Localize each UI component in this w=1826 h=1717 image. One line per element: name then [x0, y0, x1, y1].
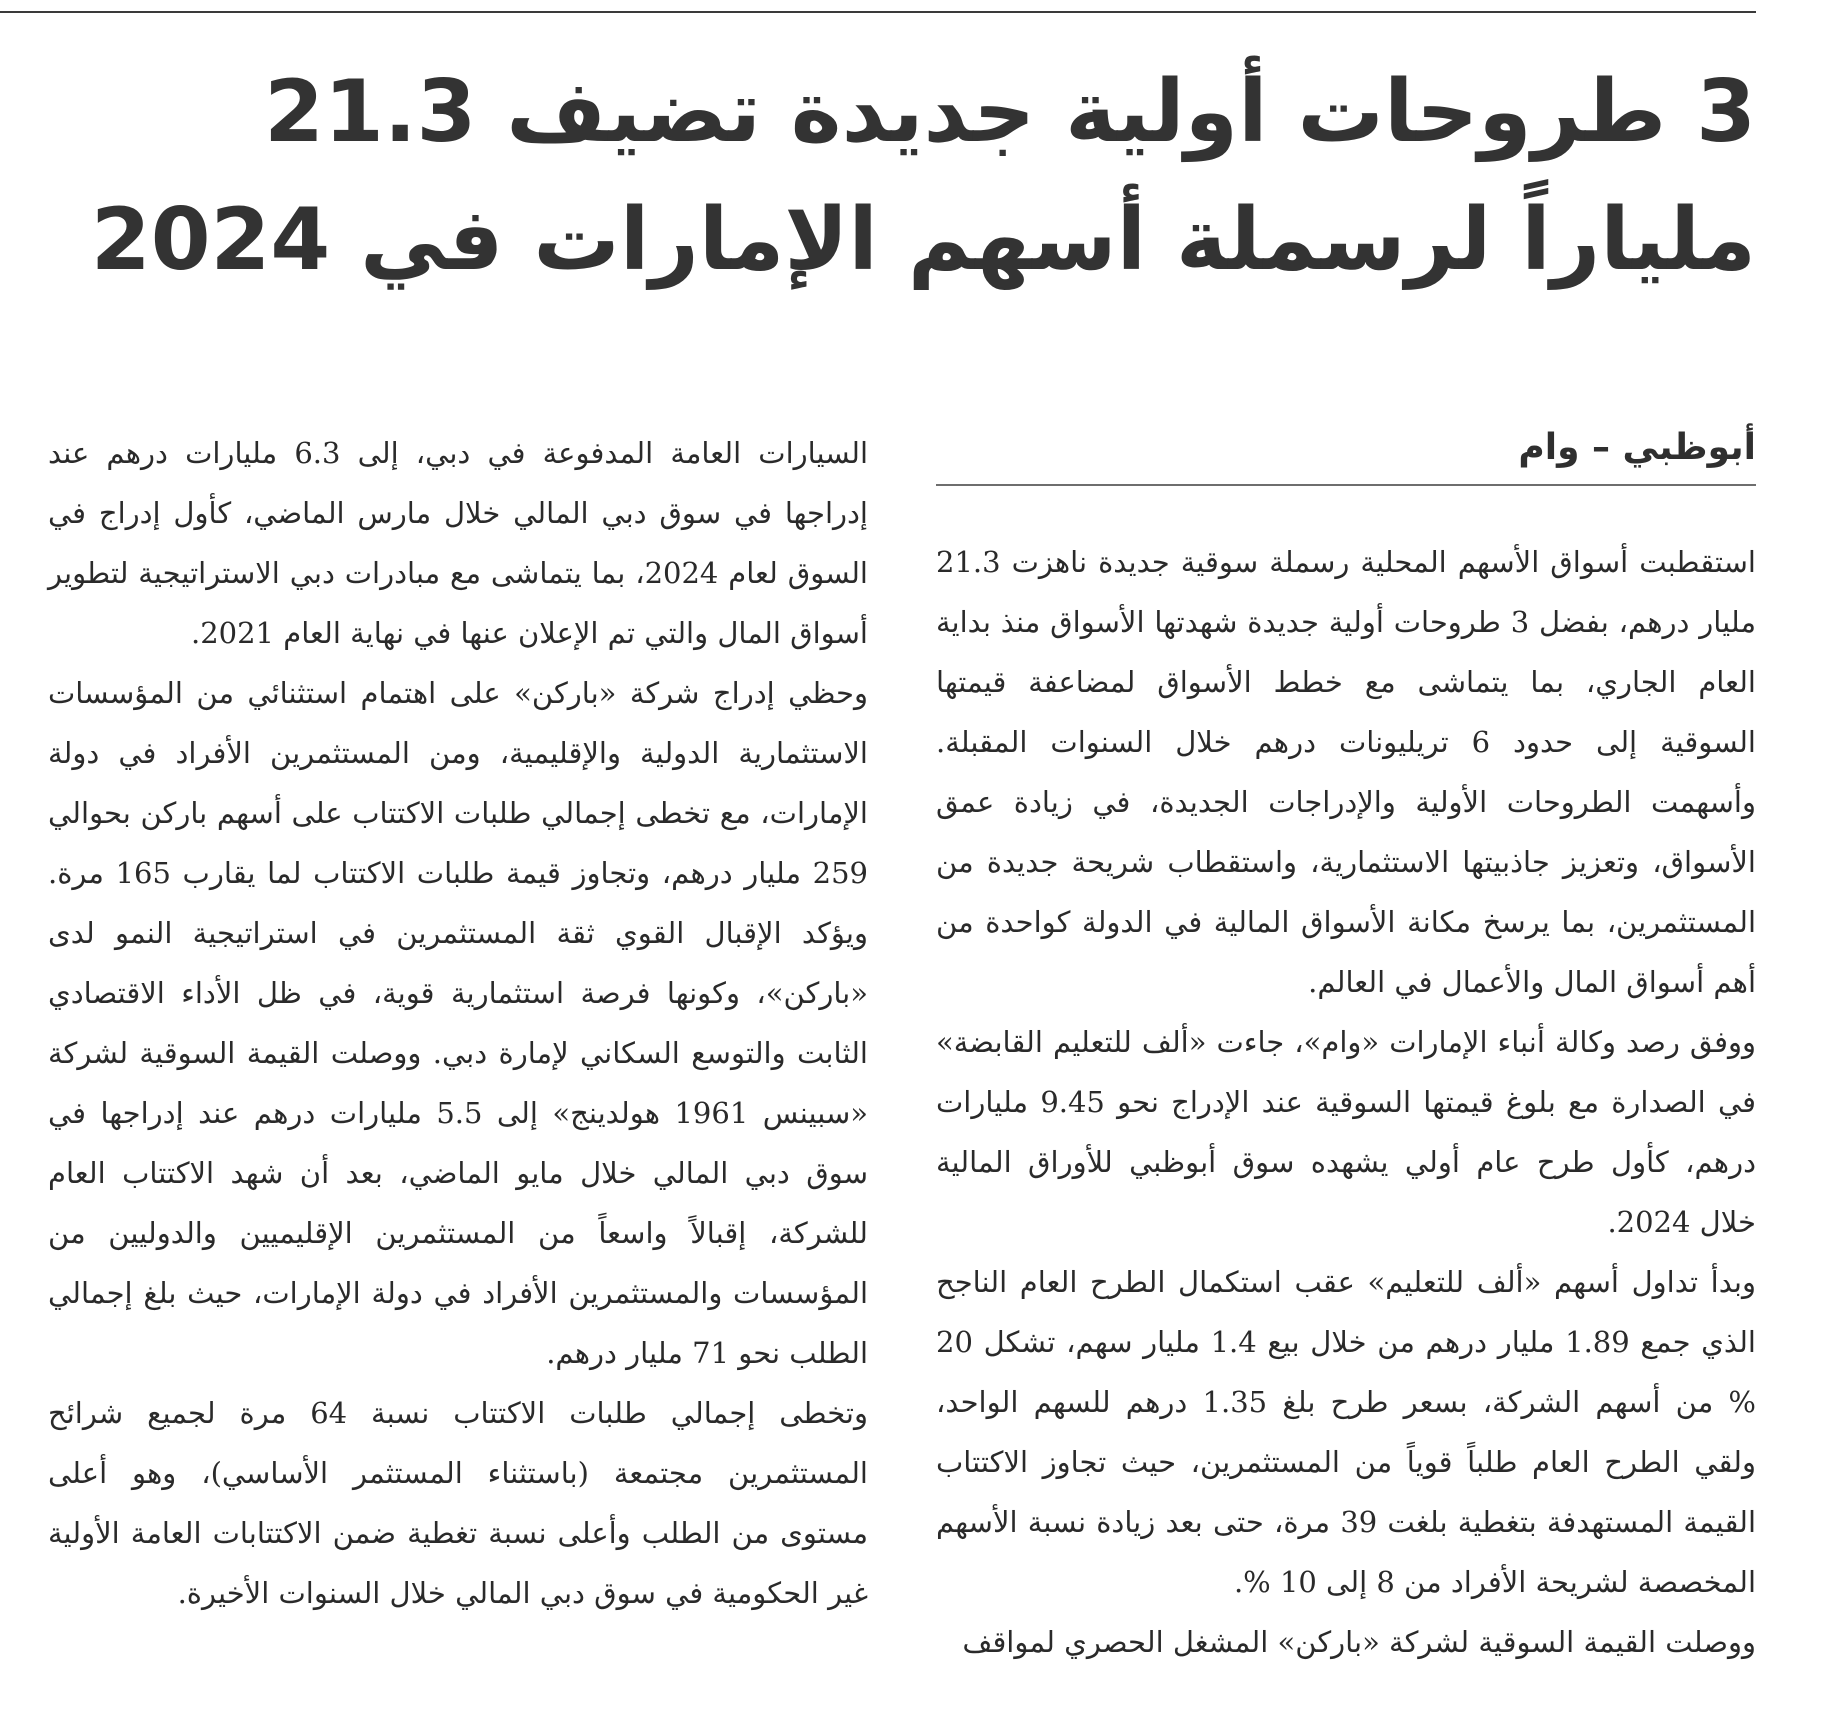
article-byline: أبوظبي – وام	[1518, 427, 1756, 468]
paragraph: وحظي إدراج شركة «باركن» على اهتمام استثنائي من المؤسسات الاستثمارية الدولية والإقليمية، ومن المستثمرين الأفراد في دولة الإمارات، مع تخطى إجمالي طلبات الاكتتاب على أسهم باركن بحوالي 259 مليار درهم، وتجاوز قيمة طلبات الاكتتاب لما يقارب 165 مرة. ويؤكد الإقبال القوي ثقة المستثمرين في استراتيجية النمو لدى «باركن»، وكونها فرصة استثمارية قوية، في ظل الأداء الاقتصادي الثابت والتوسع السكاني لإمارة دبي. ووصلت القيمة السوقية لشركة «سبينس 1961 هولدينج» إلى 5.5 مليارات درهم عند إدراجها في سوق دبي المالي خلال مايو الماضي، بعد أن شهد الاكتتاب العام للشركة، إقبالاً واسعاً من المستثمرين الإقليميين والدوليين من المؤسسات والمستثمرين الأفراد في دولة الإمارات، حيث بلغ إجمالي الطلب نحو 71 مليار درهم.	[48, 676, 868, 1370]
paragraph: وتخطى إجمالي طلبات الاكتتاب نسبة 64 مرة لجميع شرائح المستثمرين مجتمعة (باستثناء المستثمر الأساسي)، وهو أعلى مستوى من الطلب وأعلى نسبة تغطية ضمن الاكتتابات العامة الأولية غير الحكومية في سوق دبي المالي خلال السنوات الأخيرة.	[48, 1396, 868, 1610]
byline-divider	[936, 484, 1756, 486]
top-rule	[0, 11, 1756, 13]
paragraph: ووصلت القيمة السوقية لشركة «باركن» المشغل الحصري لمواقف	[962, 1625, 1756, 1659]
article-column-right	[936, 532, 1756, 1672]
paragraph: وبدأ تداول أسهم «ألف للتعليم» عقب استكمال الطرح العام الناجح الذي جمع 1.89 مليار درهم من خلال بيع 1.4 مليار سهم، تشكل 20 % من أسهم الشركة، بسعر طرح بلغ 1.35 درهم للسهم الواحد، ولقي الطرح العام طلباً قوياً من المستثمرين، حيث تجاوز الاكتتاب القيمة المستهدفة بتغطية بلغت 39 مرة، حتى بعد زيادة نسبة الأسهم المخصصة لشريحة الأفراد من 8 إلى 10 %.	[936, 1265, 1757, 1599]
article-column-left	[48, 423, 868, 1623]
paragraph: استقطبت أسواق الأسهم المحلية رسملة سوقية جديدة ناهزت 21.3 مليار درهم، بفضل 3 طروحات أولية جديدة شهدتها الأسواق منذ بداية العام الجاري، بما يتماشى مع خطط الأسواق لمضاعفة قيمتها السوقية إلى حدود 6 تريليونات درهم خلال السنوات المقبلة. وأسهمت الطروحات الأولية والإدراجات الجديدة، في زيادة عمق الأسواق، وتعزيز جاذبيتها الاستثمارية، واستقطاب شريحة جديدة من المستثمرين، بما يرسخ مكانة الأسواق المالية في الدولة كواحدة من أهم أسواق المال والأعمال في العالم.	[936, 545, 1756, 999]
article-headline: 3 طروحات أولية جديدة تضيف 21.3 ملياراً لرسملة أسهم الإمارات في 2024	[90, 62, 1756, 290]
paragraph: ووفق رصد وكالة أنباء الإمارات «وام»، جاءت «ألف للتعليم القابضة» في الصدارة مع بلوغ قيمتها السوقية عند الإدراج نحو 9.45 مليارات درهم، كأول طرح عام أولي يشهده سوق أبوظبي للأوراق المالية خلال 2024.	[936, 1025, 1756, 1239]
paragraph: السيارات العامة المدفوعة في دبي، إلى 6.3 مليارات درهم عند إدراجها في سوق دبي المالي خلال مارس الماضي، كأول إدراج في السوق لعام 2024، بما يتماشى مع مبادرات دبي الاستراتيجية لتطوير أسواق المال والتي تم الإعلان عنها في نهاية العام 2021.	[48, 436, 869, 650]
